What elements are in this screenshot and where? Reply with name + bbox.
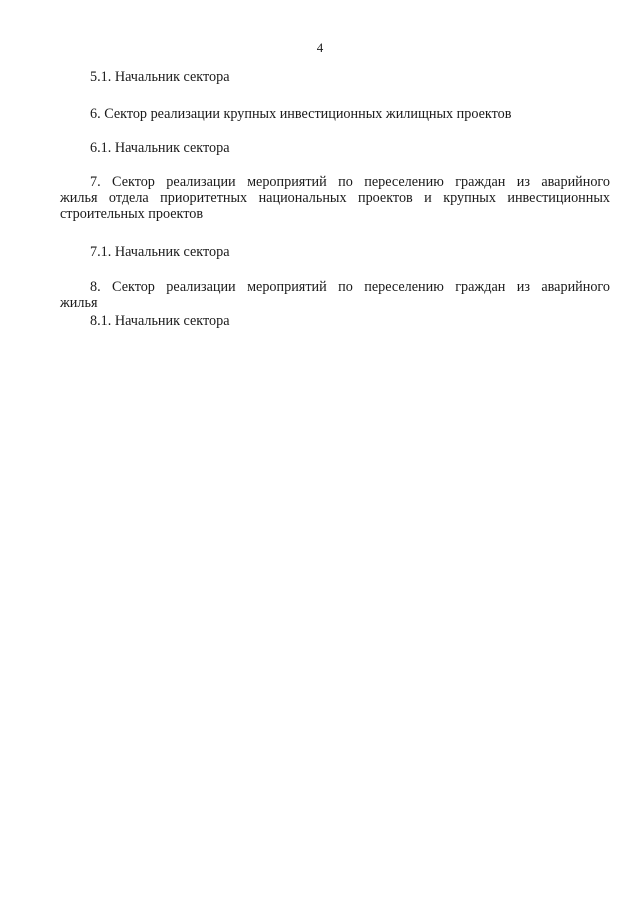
item-7-line-3: строительных проектов bbox=[60, 206, 204, 222]
item-7 bbox=[60, 174, 610, 222]
item-7-line-2: жилья отдела приоритетных национальных проектов и крупных инвестиционных bbox=[60, 190, 610, 206]
item-7-line-1: 7. Сектор реализации мероприятий по переселению граждан из аварийного bbox=[90, 174, 610, 190]
page-number: 4 bbox=[316, 40, 324, 55]
item-7-1: 7.1. Начальник сектора bbox=[90, 244, 230, 260]
item-8-line-1: 8. Сектор реализации мероприятий по переселению граждан из аварийного bbox=[90, 279, 610, 295]
item-8-line-2: жилья bbox=[60, 295, 98, 311]
item-6-1: 6.1. Начальник сектора bbox=[90, 140, 230, 156]
item-5-1: 5.1. Начальник сектора bbox=[90, 69, 230, 85]
item-8 bbox=[60, 279, 610, 311]
item-8-1: 8.1. Начальник сектора bbox=[90, 313, 230, 329]
item-6: 6. Сектор реализации крупных инвестиционных жилищных проектов bbox=[90, 106, 512, 122]
